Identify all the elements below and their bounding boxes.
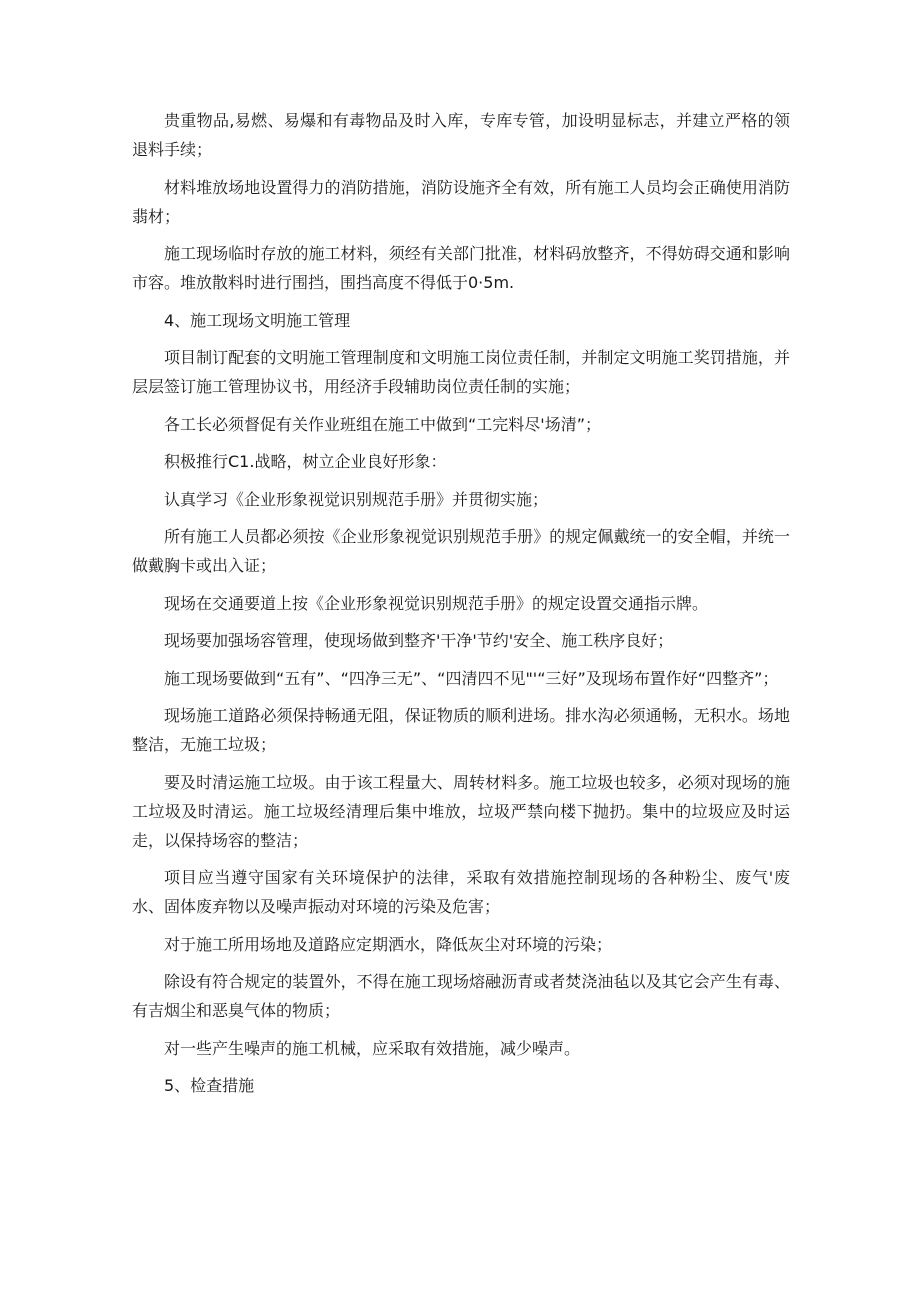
paragraph-noise-reduction: 对一些产生噪声的施工机械，应采取有效措施，减少噪声。 [164,1038,581,1058]
paragraph-study-manual: 认真学习《企业形象视觉识别规范手册》并贯彻实施； [164,489,549,509]
paragraph-site-appearance: 现场要加强场容管理，使现场做到整齐'干净'节约'安全、施工秩序良好； [164,631,674,650]
paragraph-temporary-storage: 施工现场临时存放的施工材料，须经有关部门批准，材料码放整齐，不得妨碍交通和影响市容。堆放散料时进行围挡，围挡高度不得低于0·5m. [132,244,790,292]
paragraph-site-roads: 现场施工道路必须保持畅通无阻，保证物质的顺利进场。排水沟必须通畅，无积水。场地整洁，无施工垃圾； [132,706,790,754]
paragraph-toxic-materials: 除设有符合规定的装置外，不得在施工现场熔融沥青或者焚浇油毡以及其它会产生有毒、有吉烟尘和恶臭气体的物质； [132,972,790,1020]
paragraph-valuables-storage: 贵重物品,易燃、易爆和有毒物品及时入库，专库专管，加设明显标志，并建立严格的领退料手续； [132,111,790,159]
paragraph-traffic-signs: 现场在交通要道上按《企业形象视觉识别规范手册》的规定设置交通指示牌。 [164,593,709,613]
paragraph-water-spraying: 对于施工所用场地及道路应定期洒水，降低灰尘对环境的污染； [164,934,613,954]
section-heading-civilized-construction: 4、施工现场文明施工管理 [164,310,351,330]
paragraph-waste-removal: 要及时清运施工垃圾。由于该工程量大、周转材料多。施工垃圾也较多，必须对现场的施工垃圾及时清运。施工垃圾经清理后集中堆放，垃圾严禁向楼下抛扔。集中的垃圾应及时运走，以保持场容的整洁； [132,772,790,850]
paragraph-foreman-duty: 各工长必须督促有关作业班组在施工中做到“工完料尽'场清”； [164,414,601,434]
paragraph-ci-strategy: 积极推行C1.战略，树立企业良好形象： [164,452,447,471]
paragraph-safety-helmet: 所有施工人员都必须按《企业形象视觉识别规范手册》的规定佩戴统一的安全帽，并统一做戴胸卡或出入证； [132,527,790,575]
paragraph-environmental-law: 项目应当遵守国家有关环境保护的法律，采取有效措施控制现场的各种粉尘、废气'废水、固体废弃物以及噪声振动对环境的污染及危害； [132,868,790,916]
section-heading-inspection-measures: 5、检查措施 [164,1076,255,1095]
paragraph-management-system: 项目制订配套的文明施工管理制度和文明施工岗位责任制，并制定文明施工奖罚措施，并层层签订施工管理协议书，用经济手段辅助岗位责任制的实施； [132,348,790,396]
paragraph-five-haves: 施工现场要做到“五有”、“四净三无”、“四清四不见"'“三好”及现场布置作好“四整齐”； [164,668,779,688]
paragraph-fire-protection: 材料堆放场地设置得力的消防措施，消防设施齐全有效，所有施工人员均会正确使用消防翡材； [132,177,790,226]
document-body [132,106,790,1109]
